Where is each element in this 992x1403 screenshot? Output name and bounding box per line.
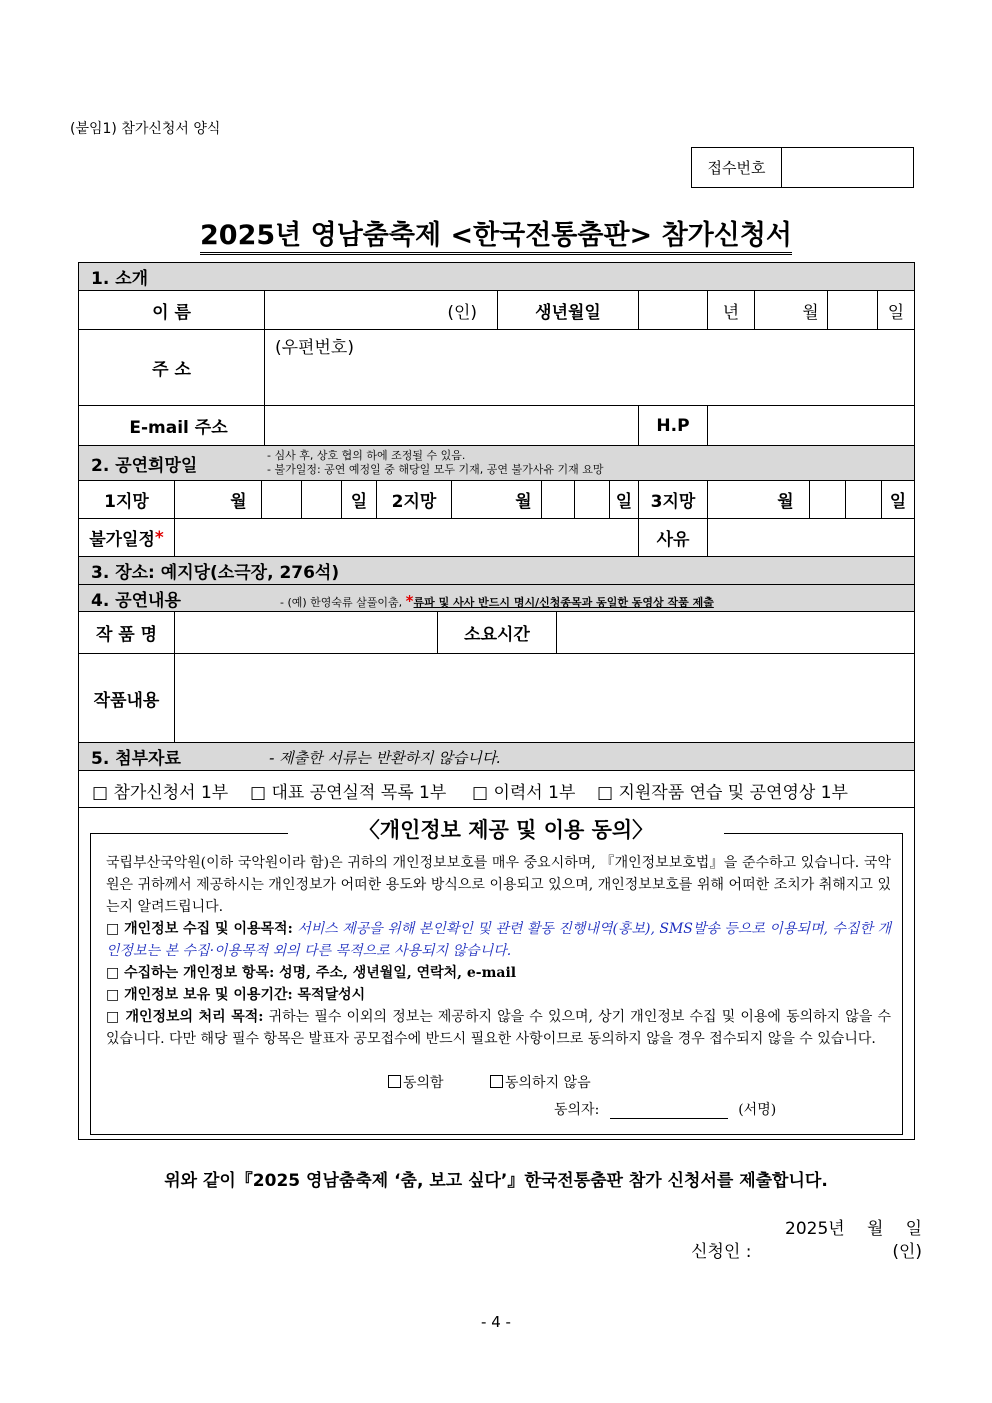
address-label: 주 소 <box>152 360 191 380</box>
duration-field[interactable] <box>556 612 914 653</box>
section-1-header <box>79 263 914 291</box>
section-5-note: - 제출한 서류는 반환하지 않습니다. <box>269 749 502 767</box>
pref-2-day-field[interactable] <box>541 481 574 518</box>
birth-label: 생년월일 <box>497 291 638 329</box>
pref-1-day-field[interactable] <box>261 481 301 518</box>
section-3-header <box>79 557 914 585</box>
email-row <box>79 406 914 446</box>
hp-field[interactable] <box>707 406 914 445</box>
work-content-field[interactable] <box>174 654 914 742</box>
pref-1-label: 1지망 <box>104 492 149 512</box>
attachment-item-2[interactable]: □ 대표 공연실적 목록 1부 <box>250 783 447 803</box>
hp-label: H.P <box>638 406 707 445</box>
work-content-label: 작품내용 <box>93 690 160 711</box>
section-5-heading: 5. 첨부자료 <box>91 749 181 769</box>
consent-purpose <box>106 918 891 962</box>
signer-line <box>554 1099 776 1119</box>
pref-3-label: 3지망 <box>638 481 707 518</box>
unavailable-label-text: 불가일정 <box>89 530 155 550</box>
page-number: - 4 - <box>481 1313 511 1331</box>
section-2-notes <box>267 449 604 477</box>
name-label: 이 름 <box>152 302 191 323</box>
agree-option[interactable] <box>388 1072 444 1092</box>
section-3-heading: 3. 장소: 예지당(소극장, 276석) <box>91 563 340 583</box>
email-field[interactable] <box>264 406 638 445</box>
pref-2-day-field-2[interactable] <box>574 481 609 518</box>
section-4-note-requirement: 류파 및 사사 반드시 명시/신청종목과 동일한 동영상 작품 제출 <box>413 596 714 609</box>
pref-3-day-unit: 일 <box>881 481 914 518</box>
section-2-heading: 2. 공연희망일 <box>91 455 198 476</box>
section-4-heading: 4. 공연내용 <box>91 590 181 611</box>
receipt-number-field[interactable] <box>782 148 913 187</box>
address-row <box>79 330 914 406</box>
disagree-label: 동의하지 않음 <box>505 1075 591 1091</box>
agree-checkbox[interactable] <box>388 1075 401 1088</box>
address-field[interactable] <box>264 330 914 405</box>
receipt-number-box <box>691 147 914 188</box>
submission-date: 2025년 월 일 <box>785 1219 922 1239</box>
email-label: E-mail 주소 <box>129 418 228 438</box>
unavailable-label <box>79 519 174 556</box>
applicant-field[interactable] <box>757 1242 887 1262</box>
section-1-heading: 1. 소개 <box>91 269 149 289</box>
consent-purpose-text: 서비스 제공을 위해 본인확인 및 관련 활동 진행내역(홍보), SMS발송 등으로 이용되며, 수집한 개인정보는 본 수집·이용목적 외의 다른 목적으로 사용되지 않습니다. <box>106 921 891 959</box>
pref-2-month-unit: 월 <box>515 492 532 512</box>
birth-year-unit: 년 <box>707 291 754 329</box>
pref-3-month-field[interactable] <box>707 481 762 518</box>
work-title-label: 작 품 명 <box>95 625 158 645</box>
pref-2-label: 2지망 <box>376 481 451 518</box>
birth-month-unit: 월 <box>802 302 819 323</box>
duration-label: 소요시간 <box>437 612 556 653</box>
section-2-note-2: - 불가일정: 공연 예정일 중 해당일 모두 기재, 공연 불가사유 기재 요망 <box>267 463 604 476</box>
section-4-note-star: * <box>405 592 414 610</box>
pref-1-day-field-2[interactable] <box>301 481 341 518</box>
signer-field[interactable] <box>610 1102 728 1119</box>
name-seal: (인) <box>447 302 477 323</box>
disagree-checkbox[interactable] <box>490 1075 503 1088</box>
agree-label: 동의함 <box>403 1075 444 1091</box>
unavailable-row <box>79 519 914 557</box>
applicant-seal: (인) <box>892 1242 922 1262</box>
consent-processing-label: □ 개인정보의 처리 목적: <box>106 1009 264 1025</box>
name-field[interactable] <box>264 291 497 329</box>
applicant-line <box>691 1237 922 1262</box>
receipt-number-label: 접수번호 <box>692 148 782 187</box>
applicant-label: 신청인 : <box>691 1242 752 1262</box>
consent-box <box>90 818 903 1135</box>
consent-processing <box>106 1006 891 1050</box>
consent-purpose-label: □ 개인정보 수집 및 이용목적: <box>106 921 293 937</box>
pref-3-month-unit: 월 <box>777 492 794 512</box>
signer-label: 동의자: <box>554 1102 600 1118</box>
pref-3-day-field[interactable] <box>809 481 845 518</box>
consent-processing-text: 귀하는 필수 이외의 정보는 제공하지 않을 수 있으며, 상기 개인정보 수집 및 이용에 동의하지 않을 수 있습니다. 다만 해당 필수 항목은 발표자 공모접수에 반드시 필요한 사항이므로 동의하지 않을 경우 접수되지 않을 수 있습니다. <box>106 1009 892 1047</box>
unavailable-field[interactable] <box>174 519 638 556</box>
attachment-item-4[interactable]: □ 지원작품 연습 및 공연영상 1부 <box>597 783 848 803</box>
page-title <box>0 213 992 252</box>
pref-2-month-field[interactable] <box>451 481 506 518</box>
consent-retention: □ 개인정보 보유 및 이용기간: 목적달성시 <box>106 987 366 1003</box>
consent-title: 〈개인정보 제공 및 이용 동의〉 <box>288 814 724 844</box>
required-asterisk: * <box>154 527 164 548</box>
attachment-item-3[interactable]: □ 이력서 1부 <box>472 783 576 803</box>
section-4-note <box>280 592 714 610</box>
disagree-option[interactable] <box>490 1072 591 1092</box>
page-title-text: 2025년 영남춤축제 <한국전통춤판> 참가신청서 <box>200 220 792 255</box>
section-2-header <box>79 446 914 481</box>
section-4-header <box>79 585 914 612</box>
attachment-item-1[interactable]: □ 참가신청서 1부 <box>92 783 229 803</box>
sign-suffix: (서명) <box>738 1102 777 1118</box>
pref-1-month-unit: 월 <box>230 492 247 512</box>
consent-items: □ 수집하는 개인정보 항목: 성명, 주소, 생년월일, 연락처, e-mail <box>106 965 517 981</box>
application-form <box>78 262 915 1140</box>
pref-1-month-field[interactable] <box>174 481 216 518</box>
section-4-note-prefix: - (예) 한영숙류 살풀이춤, <box>280 596 406 609</box>
work-title-field[interactable] <box>174 612 437 653</box>
name-row <box>79 291 914 330</box>
reason-label: 사유 <box>638 519 707 556</box>
work-content-row <box>79 654 914 743</box>
section-2-note-1: - 심사 후, 상호 협의 하에 조정될 수 있음. <box>267 449 466 462</box>
birth-day-unit: 일 <box>877 291 914 329</box>
birth-day-field[interactable] <box>827 291 877 329</box>
consent-intro: 국립부산국악원(이하 국악원이라 함)은 귀하의 개인정보보호를 매우 중요시하며, 『개인정보보호법』을 준수하고 있습니다. 국악원은 귀하께서 제공하시는 개인정보가 어떠한 용도와 방식으로 이용되고 있으며, 개인정보보호를 위해 어떠한 조치가 취해지고 있는지 알려드립니다. <box>106 855 891 915</box>
pref-1-day-unit: 일 <box>341 481 376 518</box>
submission-statement: 위와 같이『2025 영남춤축제 ‘춤, 보고 싶다’』한국전통춤판 참가 신청서를 제출합니다. <box>164 1171 828 1191</box>
postal-code-label: (우편번호) <box>275 338 354 358</box>
section-5-header <box>79 743 914 771</box>
birth-month-field[interactable] <box>754 291 794 329</box>
preference-row <box>79 481 914 519</box>
pref-2-day-unit: 일 <box>609 481 638 518</box>
work-title-row <box>79 612 914 654</box>
pref-3-day-field-2[interactable] <box>845 481 881 518</box>
birth-year-field[interactable] <box>638 291 707 329</box>
reason-field[interactable] <box>707 519 914 556</box>
attachments-row <box>79 771 914 808</box>
attachment-note: (붙임1) 참가신청서 양식 <box>70 121 221 137</box>
